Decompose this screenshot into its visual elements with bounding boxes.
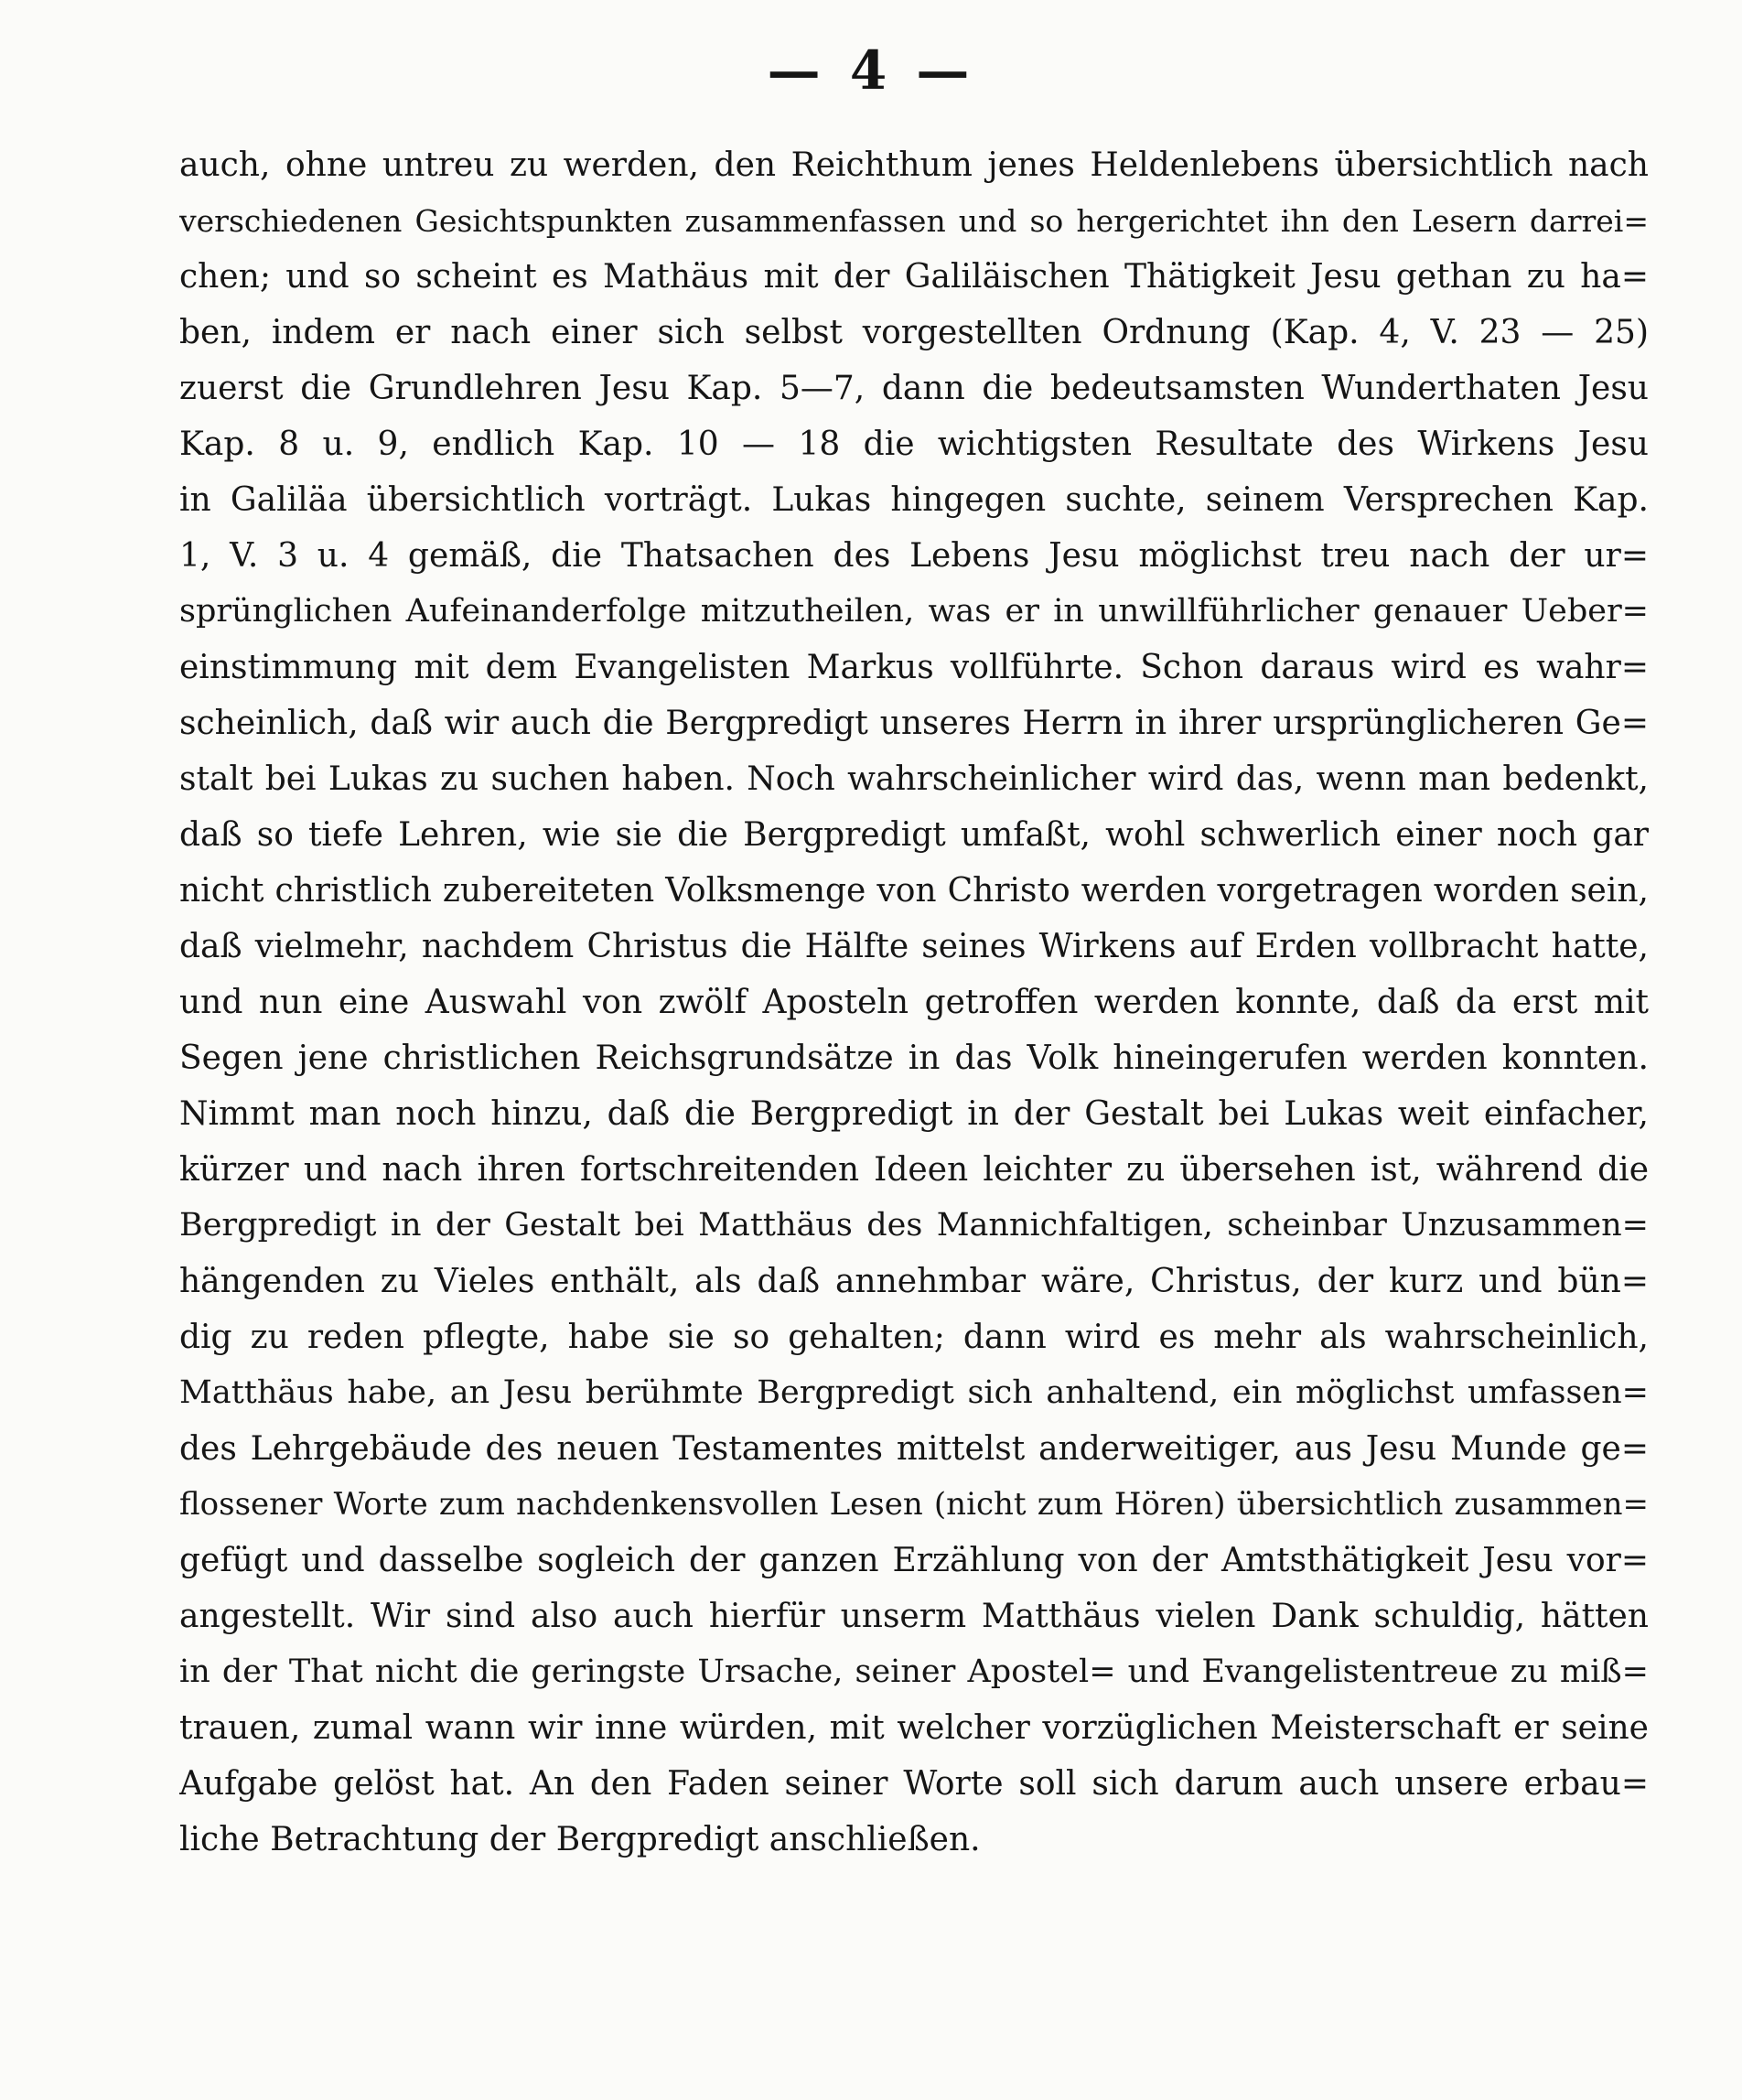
text-line: Aufgabe gelöst hat. An den Faden seiner Worte soll sich darum auch unsere erbau=: [179, 1765, 1649, 1803]
text-line: des Lehrgebäude des neuen Testamentes mittelst anderweitiger, aus Jesu Munde ge=: [179, 1430, 1649, 1468]
text-line: nicht christlich zubereiteten Volksmenge von Christo werden vorgetragen worden sein,: [179, 872, 1649, 910]
page-number: — 4 —: [767, 39, 975, 102]
text-line: Segen jene christlichen Reichsgrundsätze in das Volk hineingerufen werden konnten.: [179, 1039, 1649, 1077]
text-line: trauen, zumal wann wir inne würden, mit welcher vorzüglichen Meisterschaft er seine: [179, 1709, 1649, 1747]
body-text: [179, 137, 1649, 1868]
text-line: stalt bei Lukas zu suchen haben. Noch wahrscheinlicher wird das, wenn man bedenkt,: [179, 760, 1649, 798]
text-line: liche Betrachtung der Bergpredigt anschließen.: [179, 1821, 981, 1858]
text-line: Kap. 8 u. 9, endlich Kap. 10 — 18 die wichtigsten Resultate des Wirkens Jesu: [179, 425, 1649, 463]
text-line: auch, ohne untreu zu werden, den Reichthum jenes Heldenlebens übersichtlich nach: [179, 146, 1649, 184]
text-line: hängenden zu Vieles enthält, als daß annehmbar wäre, Christus, der kurz und bün=: [179, 1263, 1649, 1300]
text-line: daß vielmehr, nachdem Christus die Hälfte seines Wirkens auf Erden vollbracht hatte,: [179, 928, 1649, 965]
text-line: dig zu reden pflegte, habe sie so gehalten; dann wird es mehr als wahrscheinlich,: [179, 1319, 1649, 1356]
text-line: gefügt und dasselbe sogleich der ganzen Erzählung von der Amtsthätigkeit Jesu vor=: [179, 1542, 1649, 1579]
text-line: und nun eine Auswahl von zwölf Aposteln getroffen werden konnte, daß da erst mit: [179, 984, 1649, 1021]
text-line: ben, indem er nach einer sich selbst vorgestellten Ordnung (Kap. 4, V. 23 — 25): [179, 314, 1649, 351]
text-line: zuerst die Grundlehren Jesu Kap. 5—7, dann die bedeutsamsten Wunderthaten Jesu: [179, 370, 1649, 407]
text-line: angestellt. Wir sind also auch hierfür unserm Matthäus vielen Dank schuldig, hätten: [179, 1598, 1649, 1635]
text-line: flossener Worte zum nachdenkensvollen Lesen (nicht zum Hören) übersichtlich zusammen=: [179, 1486, 1649, 1523]
text-line: in Galiläa übersichtlich vorträgt. Lukas hingegen suchte, seinem Versprechen Kap.: [179, 481, 1649, 519]
text-line: einstimmung mit dem Evangelisten Markus vollführte. Schon daraus wird es wahr=: [179, 649, 1649, 686]
text-line: verschiedenen Gesichtspunkten zusammenfassen und so hergerichtet ihn den Lesern darrei=: [179, 203, 1649, 239]
text-line: Nimmt man noch hinzu, daß die Bergpredigt in der Gestalt bei Lukas weit einfacher,: [179, 1095, 1649, 1133]
text-line: daß so tiefe Lehren, wie sie die Bergpredigt umfaßt, wohl schwerlich einer noch gar: [179, 816, 1649, 854]
text-line: Matthäus habe, an Jesu berühmte Bergpredigt sich anhaltend, ein möglichst umfassen=: [179, 1374, 1649, 1411]
text-line: sprünglichen Aufeinanderfolge mitzutheilen, was er in unwillführlicher genauer Ueber=: [179, 593, 1649, 630]
text-line: 1, V. 3 u. 4 gemäß, die Thatsachen des Lebens Jesu möglichst treu nach der ur=: [179, 537, 1649, 575]
text-line: chen; und so scheint es Mathäus mit der Galiläischen Thätigkeit Jesu gethan zu ha=: [179, 258, 1649, 296]
text-line: kürzer und nach ihren fortschreitenden Ideen leichter zu übersehen ist, während die: [179, 1151, 1649, 1189]
text-line: in der That nicht die geringste Ursache, seiner Apostel= und Evangelistentreue zu miß=: [179, 1653, 1649, 1690]
text-line: Bergpredigt in der Gestalt bei Matthäus des Mannichfaltigen, scheinbar Unzusammen=: [179, 1207, 1649, 1244]
text-line: scheinlich, daß wir auch die Bergpredigt unseres Herrn in ihrer ursprünglicheren Ge=: [179, 705, 1649, 742]
